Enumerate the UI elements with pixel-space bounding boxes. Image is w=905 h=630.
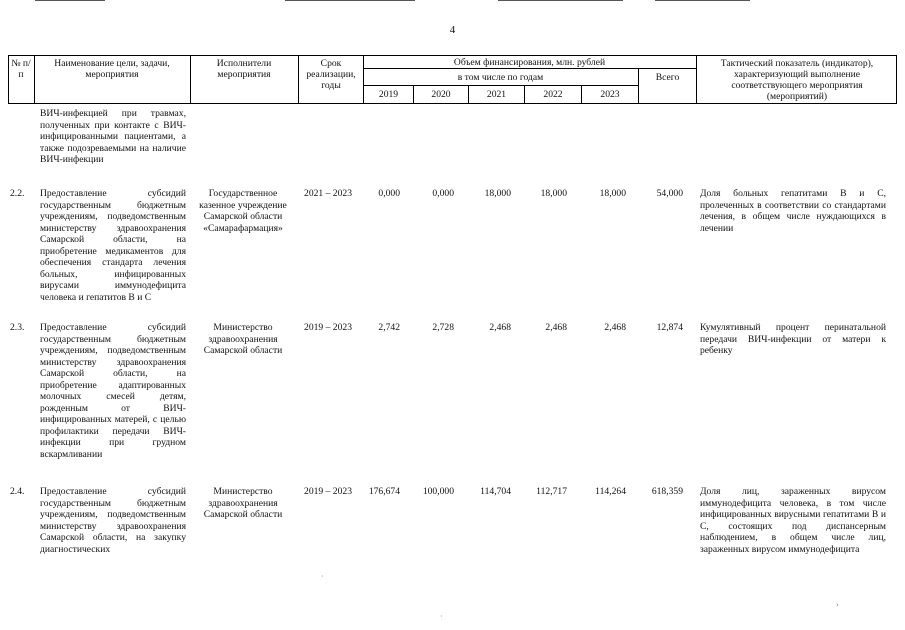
row-2-4-executor: Министерство здравоохранения Самарской области: [203, 486, 283, 520]
row-2-2-period: 2021 – 2023: [304, 188, 352, 199]
scan-speck: ·: [440, 612, 443, 621]
row-2-2-value-2020: 0,000: [432, 188, 454, 199]
header-rule: [363, 68, 697, 69]
row-2-4-value-2021: 114,704: [480, 486, 511, 497]
row-2-2-num: 2.2.: [10, 188, 25, 199]
header-year-2019: 2019: [378, 89, 399, 100]
header-indicator: Тактический показатель (индикатор), характеризующий выполнение соответствующего мероприятия (мероприятий): [720, 58, 874, 102]
row-2-3-num: 2.3.: [10, 322, 25, 333]
header-rule: [696, 55, 697, 104]
header-rule: [8, 103, 897, 104]
header-year-2022: 2022: [543, 89, 563, 100]
row-2-3-value-2021: 2,468: [489, 322, 511, 333]
row-2-3-name: Предоставление субсидий государственным бюджетным учреждениям, подведомственным министерству здравоохранения Самарской области, на приобретение адаптированных молочных смесей детям, рожденным от ВИЧ-инфицированных матерей, с целью профилактики передачи ВИЧ-инфекции при грудном вскармливании: [40, 322, 186, 460]
row-2-2-value-2021: 18,000: [484, 188, 511, 199]
row-2-4-name: Предоставление субсидий государственным бюджетным учреждениям, подведомственным министерству здравоохранения Самарской области, на закупку диагностических: [40, 486, 186, 555]
row-2-2-executor: Государственное казенное учреждение Самарской области «Самарафармация»: [199, 188, 287, 234]
row-2-2-value-2023: 18,000: [599, 188, 626, 199]
row-2-4-indicator: Доля лиц, зараженных вирусом иммунодефицита человека, в том числе инфицированных вирусными гепатитами В и С, состоящих под диспансерным наблюдением, в общем числе лиц, зараженных вирусом иммунодефицита: [700, 486, 886, 555]
header-name: Наименование цели, задачи, мероприятия: [54, 58, 170, 80]
row-2-3-value-2022: 2,468: [545, 322, 567, 333]
header-rule: [896, 55, 897, 104]
row-2-4-total: 618,359: [651, 486, 683, 497]
scan-edge-line: [285, 0, 415, 1]
scan-edge-line: [655, 0, 750, 1]
row-2-3-total: 12,874: [656, 322, 683, 333]
header-rule: [363, 85, 639, 86]
scan-speck: ›: [836, 600, 839, 609]
row-2-2-value-2022: 18,000: [540, 188, 567, 199]
row-2-4-num: 2.4.: [10, 486, 25, 497]
scan-speck: ·: [321, 572, 324, 581]
row-2-4-value-2022: 112,717: [536, 486, 567, 497]
row-2-3-value-2020: 2,728: [432, 322, 454, 333]
header-num: № п/п: [11, 58, 31, 80]
header-year-2023: 2023: [600, 89, 620, 100]
header-year-2021: 2021: [486, 89, 507, 100]
row-2-3-indicator: Кумулятивный процент перинатальной передачи ВИЧ-инфекции от матери к ребенку: [700, 322, 886, 356]
row-2-3-period: 2019 – 2023: [304, 322, 352, 333]
row-2-2-name: Предоставление субсидий государственным бюджетным учреждениям, подведомственным министерству здравоохранения Самарской области, на приобретение медикаментов для обеспечения стандарта лечения больных, инфицированных вирусами иммунодефицита человека и гепатитов В и С: [40, 188, 186, 303]
header-rule: [298, 55, 299, 104]
row-2-4-value-2019: 176,674: [368, 486, 400, 497]
header-period: Срок реализации, годы: [306, 58, 356, 91]
continuation-text: ВИЧ-инфекцией при травмах, полученных при контакте с ВИЧ-инфицированными пациентами, а также подозреваемыми на наличие ВИЧ-инфекции: [40, 108, 186, 165]
row-2-3-value-2023: 2,468: [604, 322, 626, 333]
header-rule: [34, 55, 35, 104]
header-total: Всего: [655, 72, 680, 83]
row-2-2-value-2019: 0,000: [378, 188, 400, 199]
header-year-2020: 2020: [431, 89, 451, 100]
header-rule: [8, 55, 897, 56]
header-rule: [8, 55, 9, 104]
page-number: 4: [449, 24, 456, 36]
row-2-4-value-2020: 100,000: [422, 486, 454, 497]
row-2-3-value-2019: 2,742: [378, 322, 400, 333]
table-header: [8, 55, 897, 104]
row-2-2-indicator: Доля больных гепатитами В и С, пролеченных в соответствии со стандартами лечения, в общем числе нуждающихся в лечении: [700, 188, 886, 234]
scan-edge-line: [498, 0, 623, 1]
row-2-2-total: 54,000: [656, 188, 683, 199]
header-by-years: в том числе по годам: [457, 72, 544, 83]
row-2-4-value-2023: 114,264: [595, 486, 626, 497]
row-2-4-period: 2019 – 2023: [304, 486, 352, 497]
header-executors: Исполнители мероприятия: [216, 58, 272, 80]
scan-edge-line: [35, 0, 105, 1]
header-rule: [190, 55, 191, 104]
row-2-3-executor: Министерство здравоохранения Самарской области: [203, 322, 283, 356]
header-funding: Объем финансирования, млн. рублей: [453, 57, 606, 68]
